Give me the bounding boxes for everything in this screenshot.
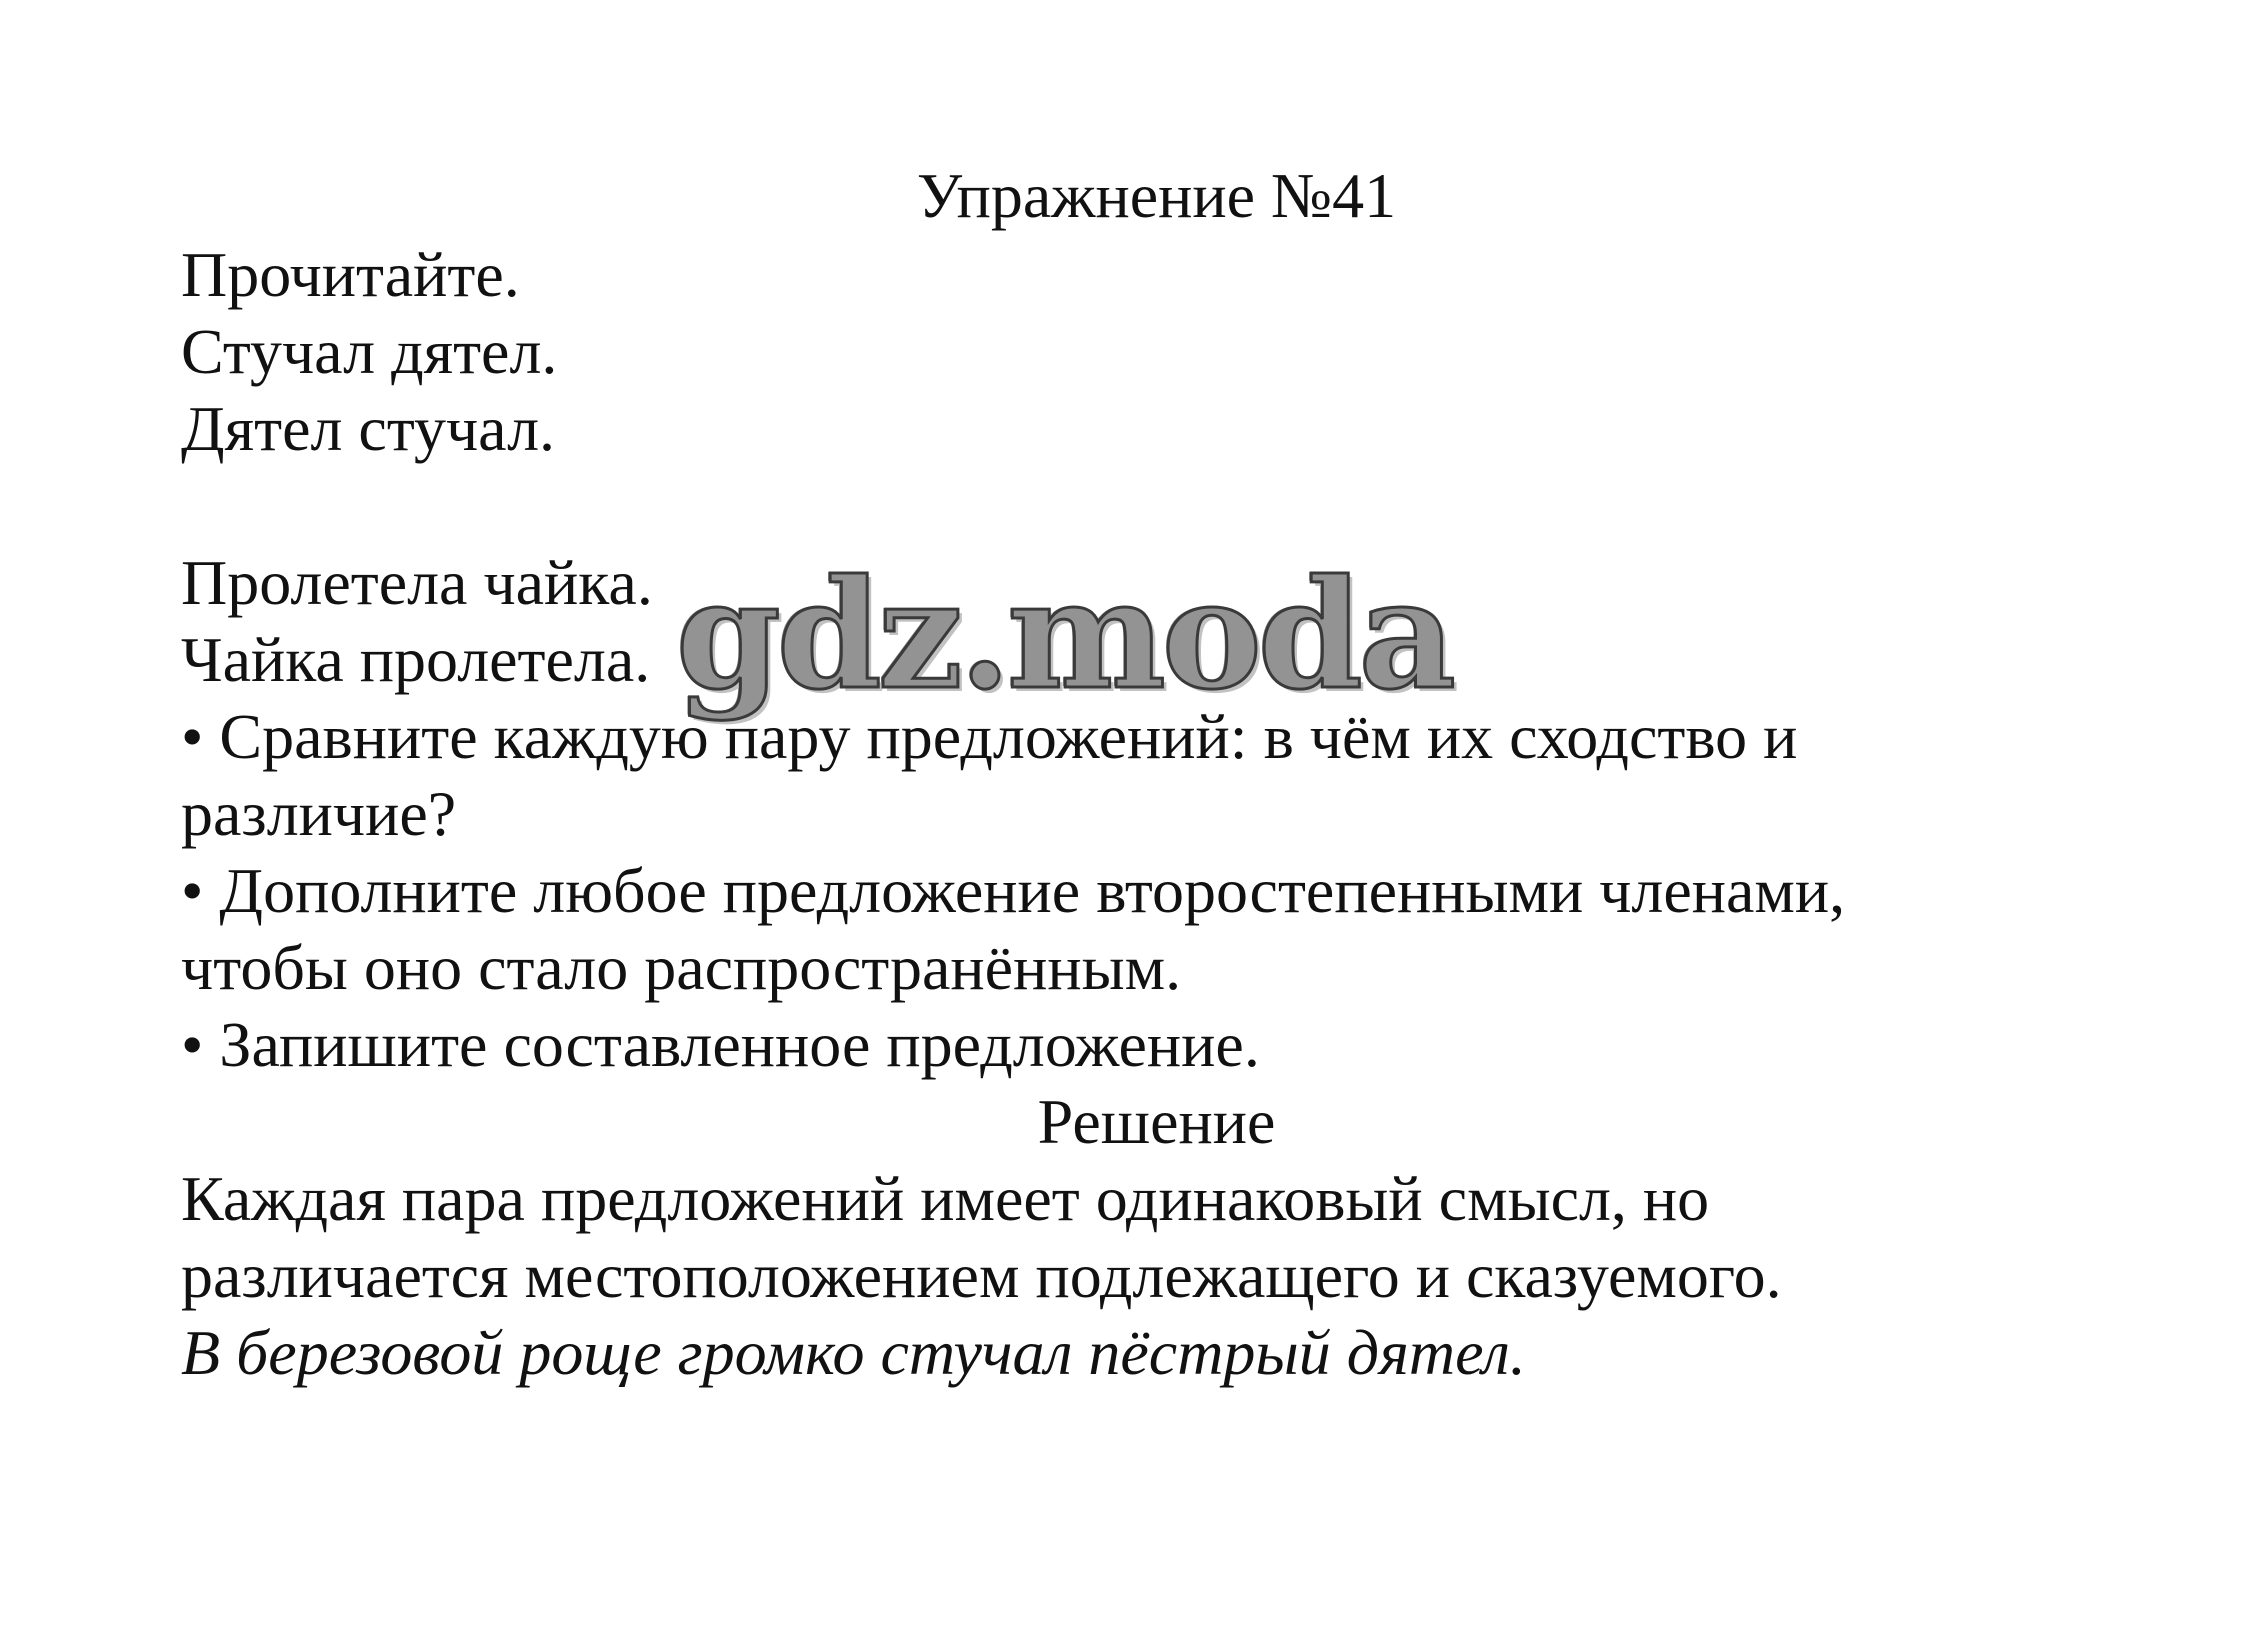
solution-heading: Решение [1037,1086,1276,1157]
sentence-pair2-b: Чайка пролетела. [181,624,651,695]
solution-text-line2: различается местоположением подлежащего и сказуемого. [181,1240,1782,1311]
bullet-extend-line2: чтобы оно стало распространённым. [181,932,1182,1003]
solution-text-line1: Каждая пара предложений имеет одинаковый смысл, но [181,1163,1710,1234]
watermark-logo: gdz.moda [676,547,1453,723]
solution-example-sentence: В березовой роще громко стучал пёстрый дятел. [181,1317,1526,1388]
sentence-pair1-b: Дятел стучал. [181,393,556,464]
bullet-compare-line1: • Сравните каждую пару предложений: в чём их сходство и [181,701,1798,772]
sentence-pair1-a: Стучал дятел. [181,316,558,387]
sentence-pair2-a: Пролетела чайка. [181,547,653,618]
bullet-compare-line2: различие? [181,778,457,849]
bullet-extend-line1: • Дополните любое предложение второстепенными членами, [181,855,1846,926]
instruction-read: Прочитайте. [181,239,520,310]
bullet-write: • Запишите составленное предложение. [181,1009,1260,1080]
exercise-title: Упражнение №41 [916,160,1397,231]
